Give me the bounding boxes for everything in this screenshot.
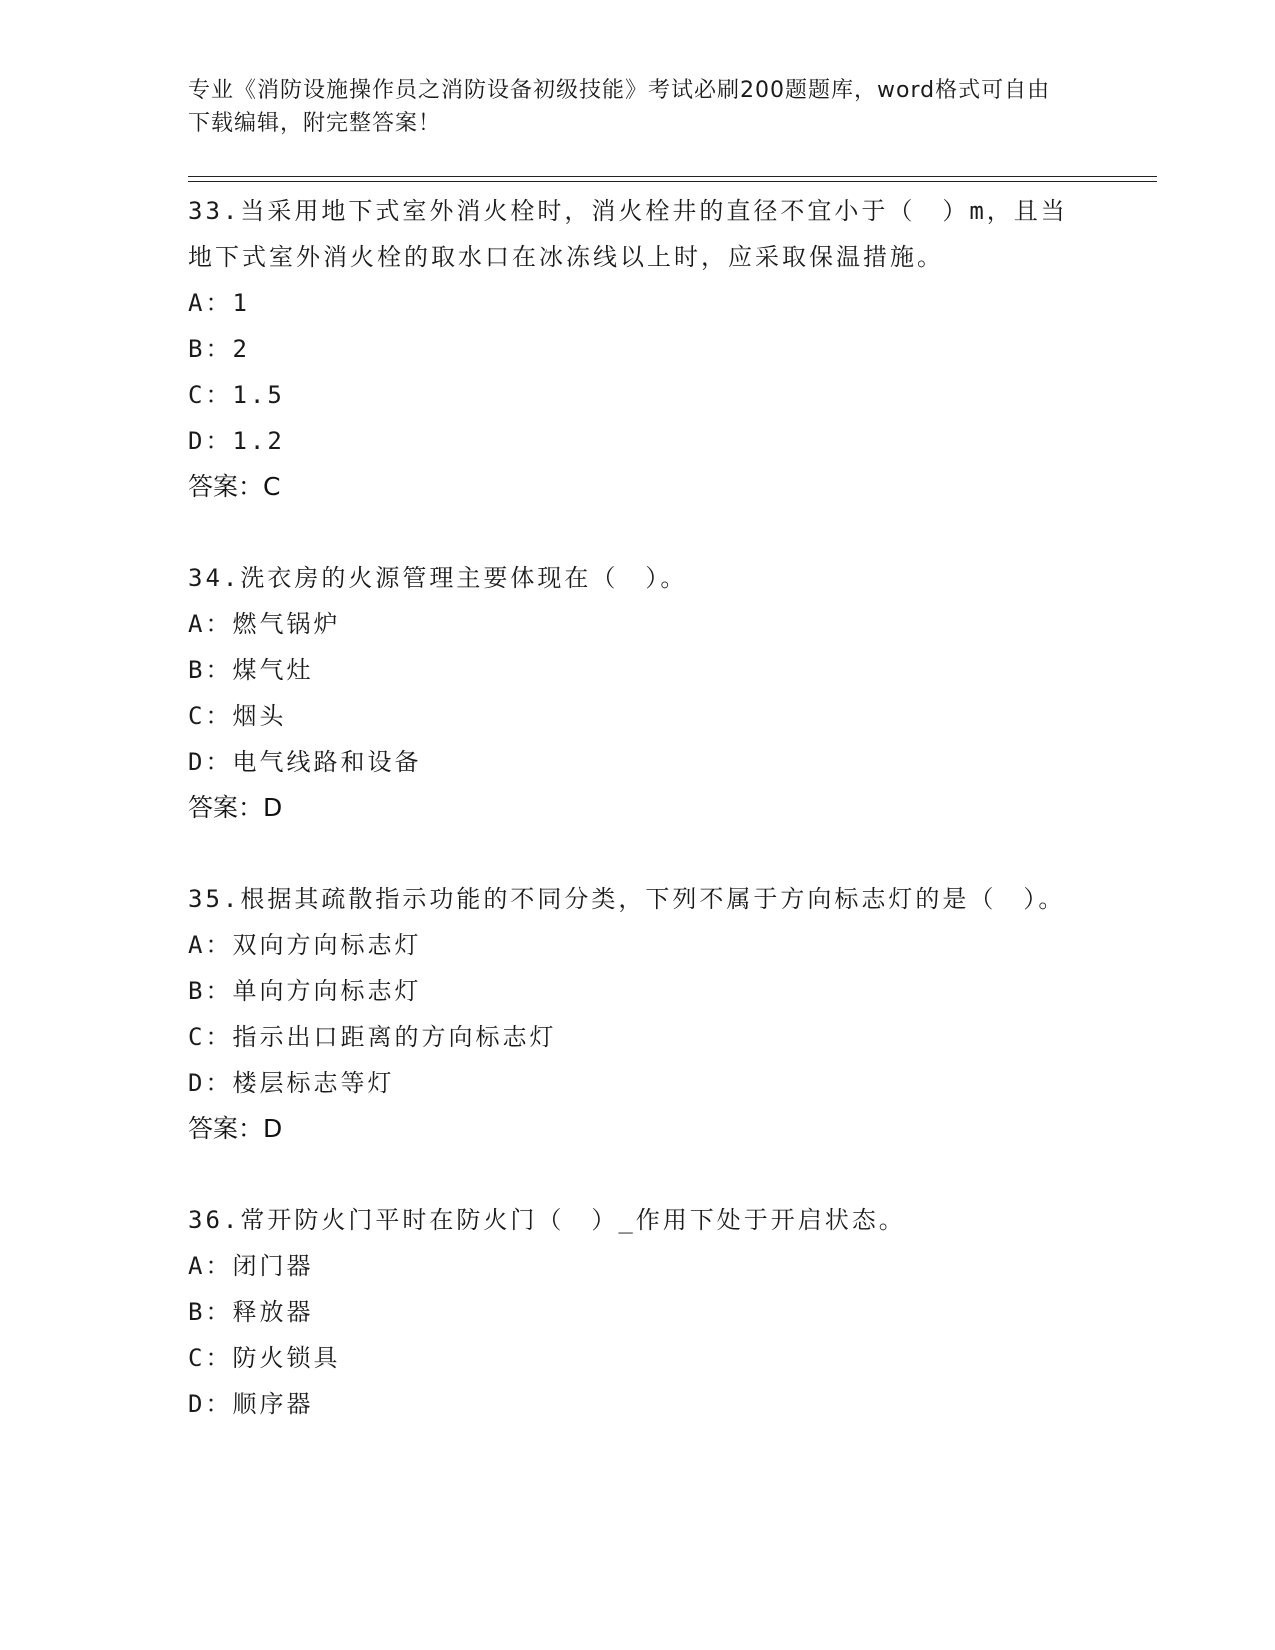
option-b: B：煤气灶 bbox=[188, 656, 314, 684]
option-a: A：1 bbox=[188, 289, 250, 317]
option-b: B：2 bbox=[188, 335, 250, 363]
option-b: B：单向方向标志灯 bbox=[188, 977, 422, 1005]
answer: 答案：D bbox=[188, 793, 283, 822]
question-35 bbox=[188, 876, 1068, 1152]
question-stem: 34.洗衣房的火源管理主要体现在（ ）。 bbox=[188, 564, 688, 592]
option-d: D：顺序器 bbox=[188, 1390, 314, 1418]
option-b: B：释放器 bbox=[188, 1298, 314, 1326]
option-a: A：闭门器 bbox=[188, 1252, 314, 1280]
header-divider-top bbox=[188, 176, 1157, 177]
question-spacer bbox=[188, 1152, 1068, 1197]
question-stem: 33.当采用地下式室外消火栓时，消火栓井的直径不宜小于（ ）m，且当地下式室外消火栓的取水口在冰冻线以上时，应采取保温措施。 bbox=[188, 197, 1068, 271]
question-stem: 35.根据其疏散指示功能的不同分类，下列不属于方向标志灯的是（ ）。 bbox=[188, 885, 1066, 913]
option-d: D：电气线路和设备 bbox=[188, 748, 422, 776]
question-spacer bbox=[188, 831, 1068, 876]
question-spacer bbox=[188, 510, 1068, 555]
option-c: C：防火锁具 bbox=[188, 1344, 341, 1372]
answer: 答案：C bbox=[188, 472, 281, 501]
question-stem: 36.常开防火门平时在防火门（ ）_作用下处于开启状态。 bbox=[188, 1206, 906, 1234]
option-c: C：烟头 bbox=[188, 702, 287, 730]
question-list bbox=[188, 188, 1068, 1427]
option-a: A：燃气锅炉 bbox=[188, 610, 341, 638]
document-header: 专业《消防设施操作员之消防设备初级技能》考试必刷200题题库，word格式可自由下载编辑，附完整答案！ bbox=[188, 78, 1051, 136]
answer: 答案：D bbox=[188, 1114, 283, 1143]
option-d: D：楼层标志等灯 bbox=[188, 1069, 395, 1097]
option-c: C：1.5 bbox=[188, 381, 285, 409]
question-34 bbox=[188, 555, 1068, 831]
option-c: C：指示出口距离的方向标志灯 bbox=[188, 1023, 557, 1051]
option-a: A：双向方向标志灯 bbox=[188, 931, 422, 959]
question-36 bbox=[188, 1197, 1068, 1427]
question-33 bbox=[188, 188, 1068, 510]
option-d: D：1.2 bbox=[188, 427, 285, 455]
header-divider-bottom bbox=[188, 181, 1157, 182]
